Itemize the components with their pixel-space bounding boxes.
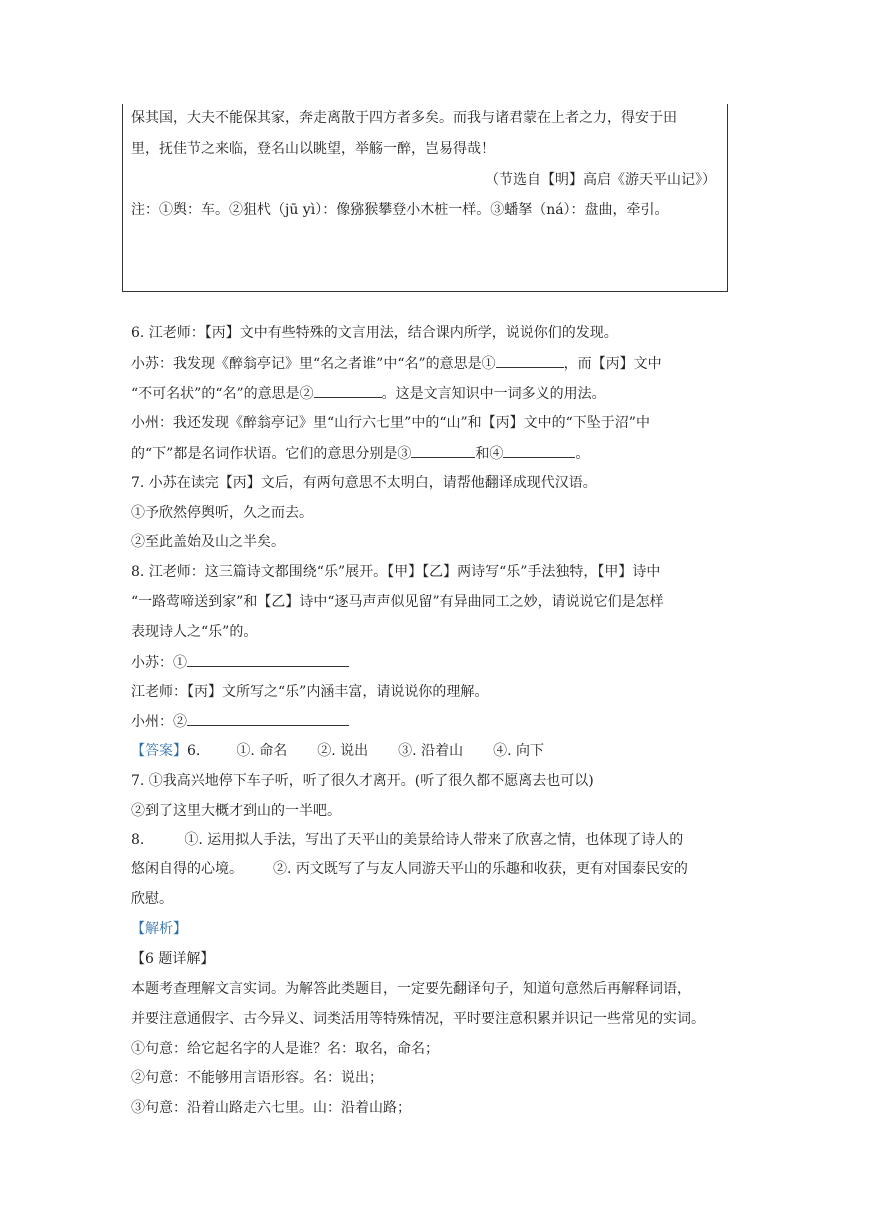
blank-4[interactable] [503,443,575,458]
q8-prompt-4: 江老师：【丙】文所写之“乐”内涵丰富，请说说你的理解。 [131,684,489,700]
q8-label-2: 小州：② [131,714,187,730]
answer-6-part-3: ③. 沿着山 [398,743,464,759]
q6-line-5-mid: 和④ [475,446,504,462]
q6-line-3 [131,383,606,404]
blank-6[interactable] [187,711,349,726]
analysis-heading: 【6 题详解】 [131,951,215,967]
answer-8-line-3: 欣慰。 [131,891,173,907]
analysis-line-3: ①句意：给它起名字的人是谁？名：取名，命名； [131,1041,439,1057]
q6-line-2-tail: ，而【丙】文中 [563,356,662,372]
analysis-tag: 【解析】 [131,921,187,937]
answer-7-line-1: 7. ①我高兴地停下车子听，听了很久才离开。(听了很久都不愿离去也可以) [131,773,594,789]
answer-8-line-2 [131,859,688,879]
q6-line-5-text: 的“下”都是名词作状语。它们的意思分别是③ [131,446,412,462]
answer-6-num: 6. [187,743,201,759]
q7-sentence-2: ②至此盖始及山之半矣。 [131,534,285,550]
answer-tag: 【答案】 [131,743,187,759]
answer-6-part-2: ②. 说出 [317,743,369,759]
q7-sentence-1: ①予欣然停舆听，久之而去。 [131,505,313,521]
answer-8-line-1 [131,830,683,850]
q8-prompt-1: 8. 江老师：这三篇诗文都围绕“乐”展开。【甲】【乙】两诗写“乐”手法独特，【甲】诗中 [131,564,661,580]
answer-line-6 [131,741,544,761]
excerpt-box [122,104,728,292]
q6-prompt: 6. 江老师：【丙】文中有些特殊的文言用法，结合课内所学，说说你们的发现。 [131,325,618,341]
analysis-line-1: 本题考查理解文言实词。为解答此类题目，一定要先翻译句子，知道句意然后再解释词语， [131,981,691,997]
q8-prompt-2: “一路莺啼送到家”和【乙】诗中“逐马声声似见留”有异曲同工之妙，请说说它们是怎样 [131,594,664,610]
excerpt-note: 注：①舆：车。②狙杙（jū yì）：像猕猴攀登小木桩一样。③蟠拏（ná）：盘曲，牵引。 [131,202,669,218]
answer-8-text-1: ①. 运用拟人手法，写出了天平山的美景给诗人带来了欣喜之情，也体现了诗人的 [184,832,684,848]
q6-line-3-tail: 。这是文言知识中一词多义的用法。 [381,386,606,402]
q8-answer-line-1 [131,652,349,673]
q6-line-2 [131,353,662,374]
answer-6-part-4: ④. 向下 [493,743,544,759]
answer-6-part-1: ①. 命名 [236,743,288,759]
blank-2[interactable] [314,383,382,398]
q6-line-4: 小州：我还发现《醉翁亭记》里“山行六七里”中的“山”和【丙】文中的“下坠于沼”中 [131,415,650,431]
blank-3[interactable] [411,443,475,458]
answer-8-text-2a: 悠闲自得的心境。 [131,861,243,877]
q7-prompt: 7. 小苏在读完【丙】文后，有两句意思不太明白，请帮他翻译成现代汉语。 [131,475,597,491]
analysis-line-2: 并要注意通假字、古今异义、词类活用等特殊情况，平时要注意积累并识记一些常见的实词。 [131,1011,705,1027]
answer-8-num: 8. [131,832,145,848]
blank-1[interactable] [496,353,564,368]
excerpt-line-2: 里，抚佳节之来临，登名山以眺望，举觞一醉，岂易得哉！ [131,141,495,157]
q8-prompt-3: 表现诗人之“乐”的。 [131,624,258,640]
excerpt-line-1: 保其国，大夫不能保其家，奔走离散于四方者多矣。而我与诸君蒙在上者之力，得安于田 [131,110,677,126]
q6-line-2-text: 小苏：我发现《醉翁亭记》里“名之者谁”中“名”的意思是① [131,356,496,372]
answer-7-line-2: ②到了这里大概才到山的一半吧。 [131,803,341,819]
q6-line-3-text: “不可名状”的“名”的意思是② [131,386,314,402]
q8-answer-line-2 [131,711,349,732]
answer-8-text-2b: ②. 丙文既写了与友人同游天平山的乐趣和收获，更有对国泰民安的 [273,861,688,877]
q6-line-5-end: 。 [575,446,590,462]
q8-label-1: 小苏：① [131,655,187,671]
analysis-line-5: ③句意：沿着山路走六七里。山：沿着山路； [131,1100,411,1116]
blank-5[interactable] [187,652,349,667]
q6-line-5 [131,443,589,464]
analysis-line-4: ②句意：不能够用言语形容。名：说出； [131,1070,383,1086]
excerpt-source: （节选自【明】高启《游天平山记》） [485,172,716,188]
